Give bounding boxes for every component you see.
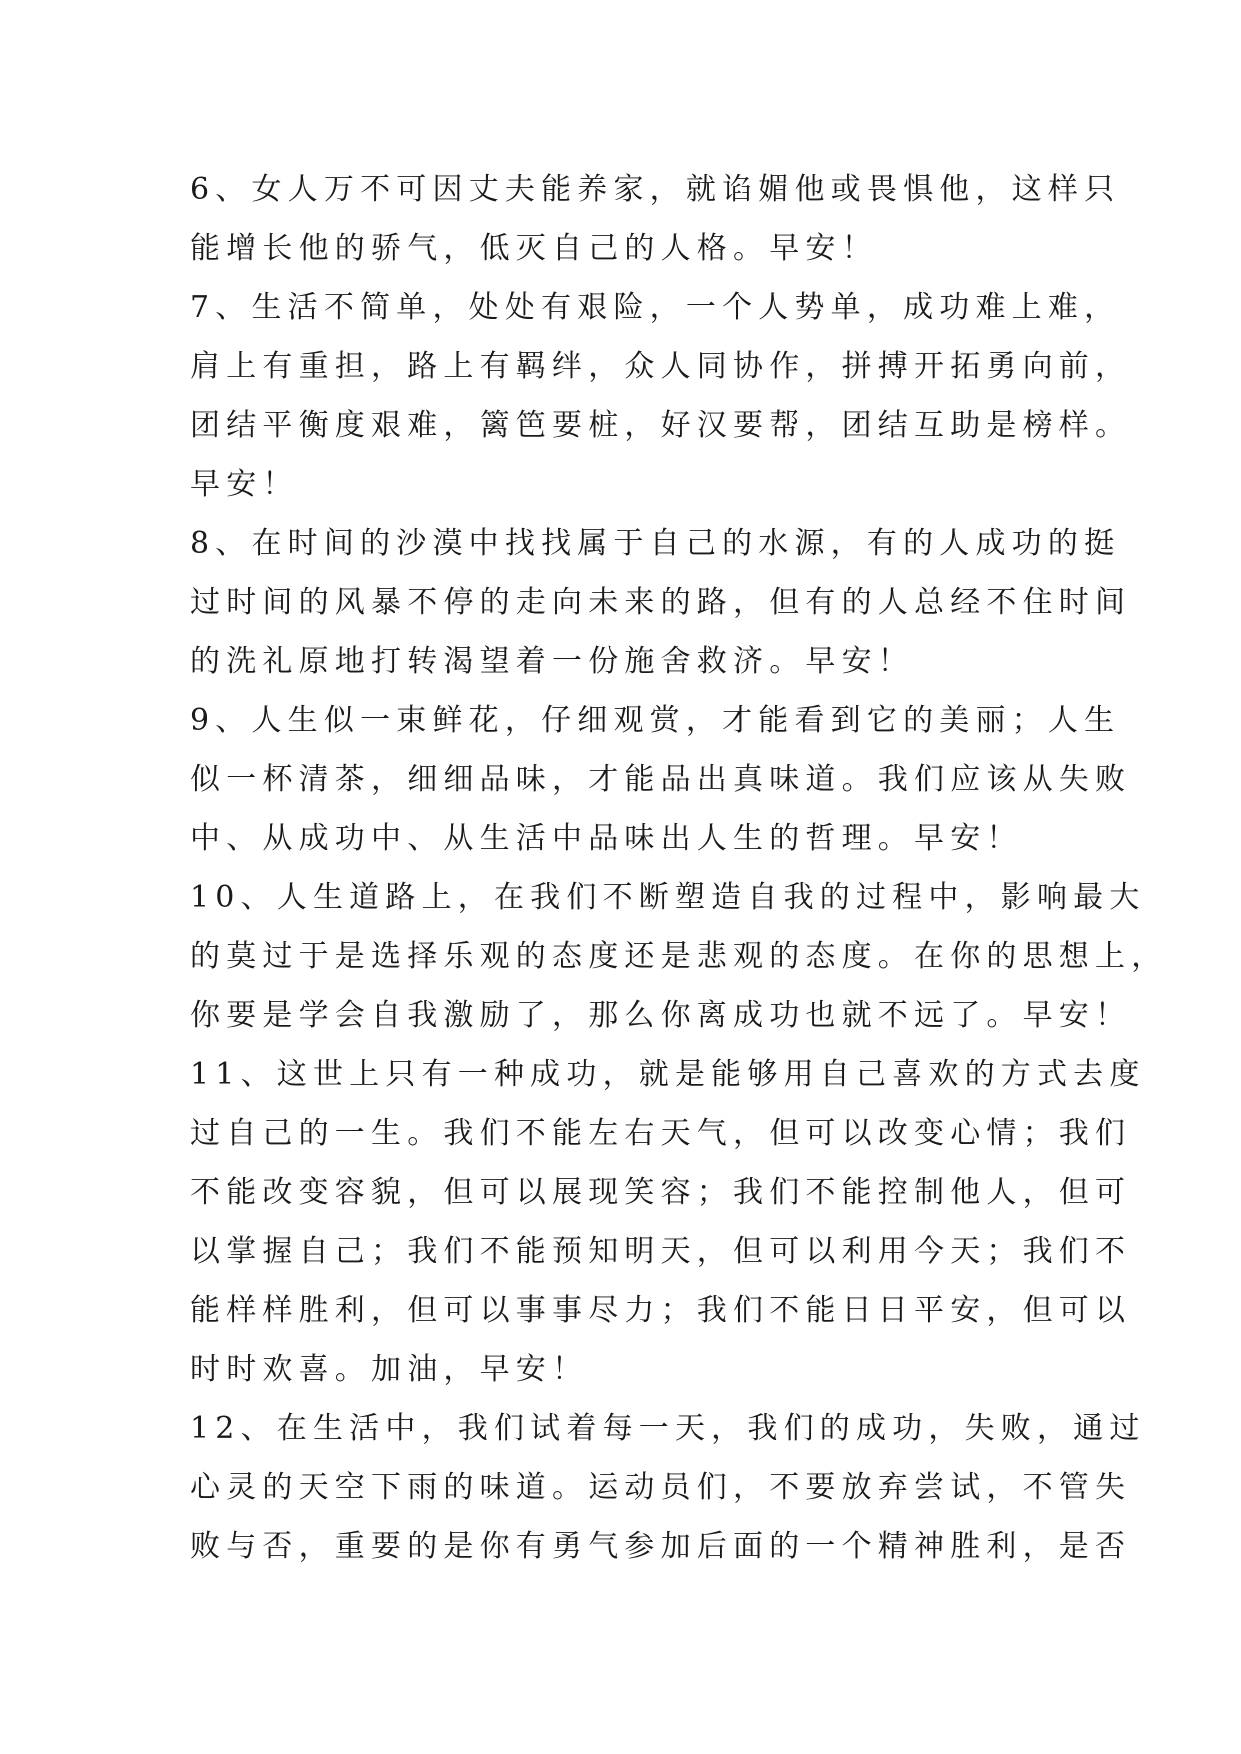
text-line: 时时欢喜。加油，早安！ [190, 1352, 589, 1387]
paragraph-11 [190, 1045, 1146, 1399]
text-line: 12、在生活中，我们试着每一天，我们的成功，失败，通过 [190, 1411, 1146, 1446]
text-line: 能样样胜利，但可以事事尽力；我们不能日日平安，但可以 [190, 1293, 1132, 1328]
text-line: 心灵的天空下雨的味道。运动员们，不要放弃尝试，不管失 [190, 1470, 1132, 1505]
text-line: 不能改变容貌，但可以展现笑容；我们不能控制他人，但可 [190, 1175, 1132, 1210]
text-line: 过时间的风暴不停的走向未来的路，但有的人总经不住时间 [190, 585, 1132, 620]
text-line: 中、从成功中、从生活中品味出人生的哲理。早安！ [190, 821, 1023, 856]
text-line: 的洗礼原地打转渴望着一份施舍救济。早安！ [190, 644, 914, 679]
text-line: 过自己的一生。我们不能左右天气，但可以改变心情；我们 [190, 1116, 1132, 1151]
text-line: 似一杯清茶，细细品味，才能品出真味道。我们应该从失败 [190, 762, 1132, 797]
text-line: 肩上有重担，路上有羁绊，众人同协作，拼搏开拓勇向前， [190, 349, 1132, 384]
text-line: 7、生活不简单，处处有艰险，一个人势单，成功难上难， [190, 290, 1121, 325]
document-body [190, 160, 1168, 1576]
text-line: 8、在时间的沙漠中找找属于自己的水源，有的人成功的挺 [190, 526, 1121, 561]
paragraph-7 [190, 278, 1132, 514]
text-line: 9、人生似一束鲜花，仔细观赏，才能看到它的美丽；人生 [190, 703, 1121, 738]
text-line: 6、女人万不可因丈夫能养家，就谄媚他或畏惧他，这样只 [190, 172, 1121, 207]
text-line: 早安！ [190, 467, 299, 502]
paragraph-6 [190, 160, 1121, 278]
paragraph-9 [190, 691, 1132, 868]
text-line: 的莫过于是选择乐观的态度还是悲观的态度。在你的思想上， [190, 939, 1168, 974]
text-line: 能增长他的骄气，低灭自己的人格。早安！ [190, 231, 878, 266]
paragraph-10 [190, 868, 1168, 1045]
paragraph-12 [190, 1399, 1146, 1576]
text-line: 11、这世上只有一种成功，就是能够用自己喜欢的方式去度 [190, 1057, 1146, 1092]
paragraph-8 [190, 514, 1132, 691]
text-line: 你要是学会自我激励了，那么你离成功也就不远了。早安！ [190, 998, 1132, 1033]
text-line: 败与否，重要的是你有勇气参加后面的一个精神胜利，是否 [190, 1529, 1132, 1564]
text-line: 以掌握自己；我们不能预知明天，但可以利用今天；我们不 [190, 1234, 1132, 1269]
text-line: 10、人生道路上，在我们不断塑造自我的过程中，影响最大 [190, 880, 1146, 915]
text-line: 团结平衡度艰难，篱笆要桩，好汉要帮，团结互助是榜样。 [190, 408, 1132, 443]
